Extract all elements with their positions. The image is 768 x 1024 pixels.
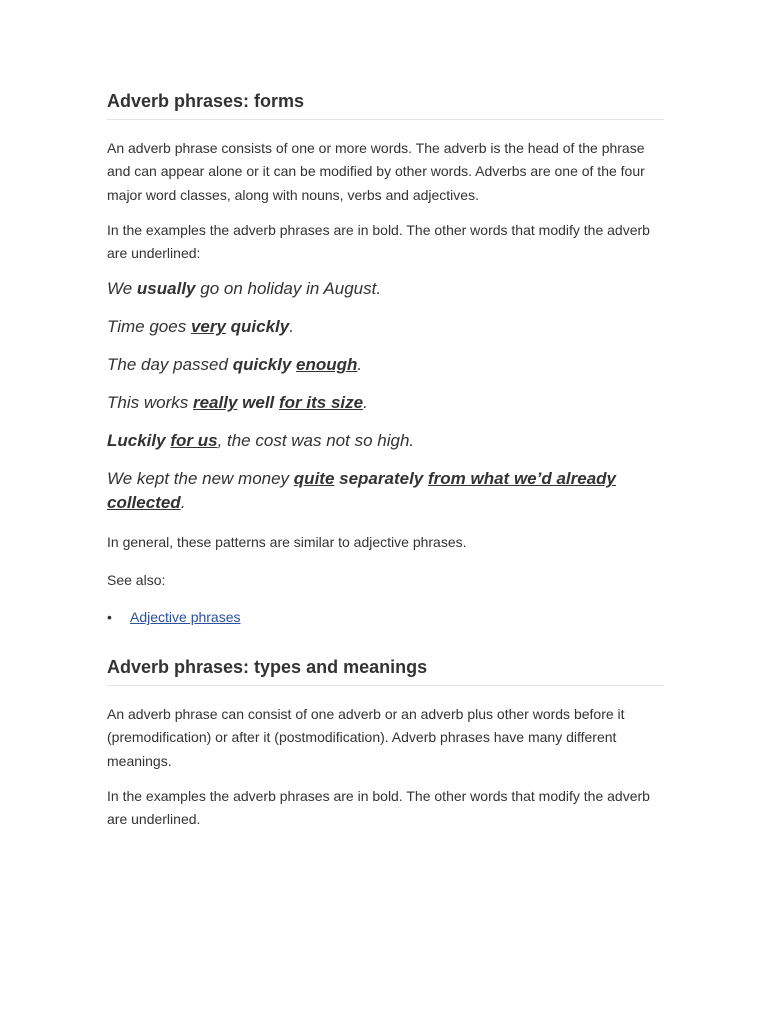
example-sentence-4: [107, 391, 664, 415]
example-sentence-3: [107, 353, 664, 377]
example-bold: quickly: [230, 317, 290, 337]
forms-intro-paragraph: An adverb phrase consists of one or more words. The adverb is the head of the phrase and can appear alone or it can be modified by other words. Adverbs are one of the four major word classes, along with nouns, verbs and adjectives.: [107, 140, 645, 203]
forms-general-note: In general, these patterns are similar to adjective phrases.: [107, 534, 467, 551]
heading-adverb-phrases-forms: Adverb phrases: forms: [107, 90, 664, 120]
example-text: .: [357, 355, 363, 375]
example-underlined: very: [190, 317, 226, 337]
example-text: The day passed: [107, 355, 233, 375]
list-item: [107, 606, 664, 628]
example-underlined: quite: [293, 469, 335, 489]
heading-adverb-phrases-types: Adverb phrases: types and meanings: [107, 656, 664, 686]
article-content: [107, 0, 664, 832]
example-underlined: for us: [170, 431, 218, 451]
example-underlined: really: [192, 393, 238, 413]
example-text: Time goes: [107, 317, 191, 337]
types-examples-note: In the examples the adverb phrases are in bold. The other words that modify the adverb are underlined.: [107, 787, 650, 828]
example-sentence-1: [107, 277, 664, 301]
example-sentence-5: [107, 429, 664, 453]
example-text: .: [289, 317, 294, 337]
example-sentence-6: [107, 467, 664, 515]
example-bold: usually: [136, 279, 196, 299]
example-sentence-2: [107, 315, 664, 339]
example-bold: Luckily: [107, 431, 166, 451]
example-text: , the cost was not so high.: [217, 431, 415, 451]
example-underlined: for its size: [279, 393, 364, 413]
see-also-label: See also:: [107, 571, 166, 588]
example-underlined: enough: [296, 355, 358, 375]
example-text: .: [180, 493, 186, 513]
example-text: We kept the new money: [107, 469, 294, 489]
forms-examples-note: In the examples the adverb phrases are in bold. The other words that modify the adverb are underlined:: [107, 221, 650, 262]
example-bold: well: [242, 393, 275, 413]
example-text: This works: [107, 393, 193, 413]
adjective-phrases-link[interactable]: Adjective phrases: [130, 609, 241, 626]
example-bold: quickly: [232, 355, 292, 375]
example-text: .: [363, 393, 368, 413]
see-also-list: [107, 606, 664, 628]
types-intro-paragraph: An adverb phrase can consist of one adverb or an adverb plus other words before it (premodification) or after it (postmodification). Adverb phrases have many different meanings.: [107, 706, 625, 769]
example-bold: separately: [339, 469, 424, 489]
example-text: We: [107, 279, 137, 299]
example-underlined: from what we’d already collected: [107, 469, 616, 513]
bullet-icon: •: [107, 609, 112, 626]
example-text: go on holiday in August.: [195, 279, 382, 299]
